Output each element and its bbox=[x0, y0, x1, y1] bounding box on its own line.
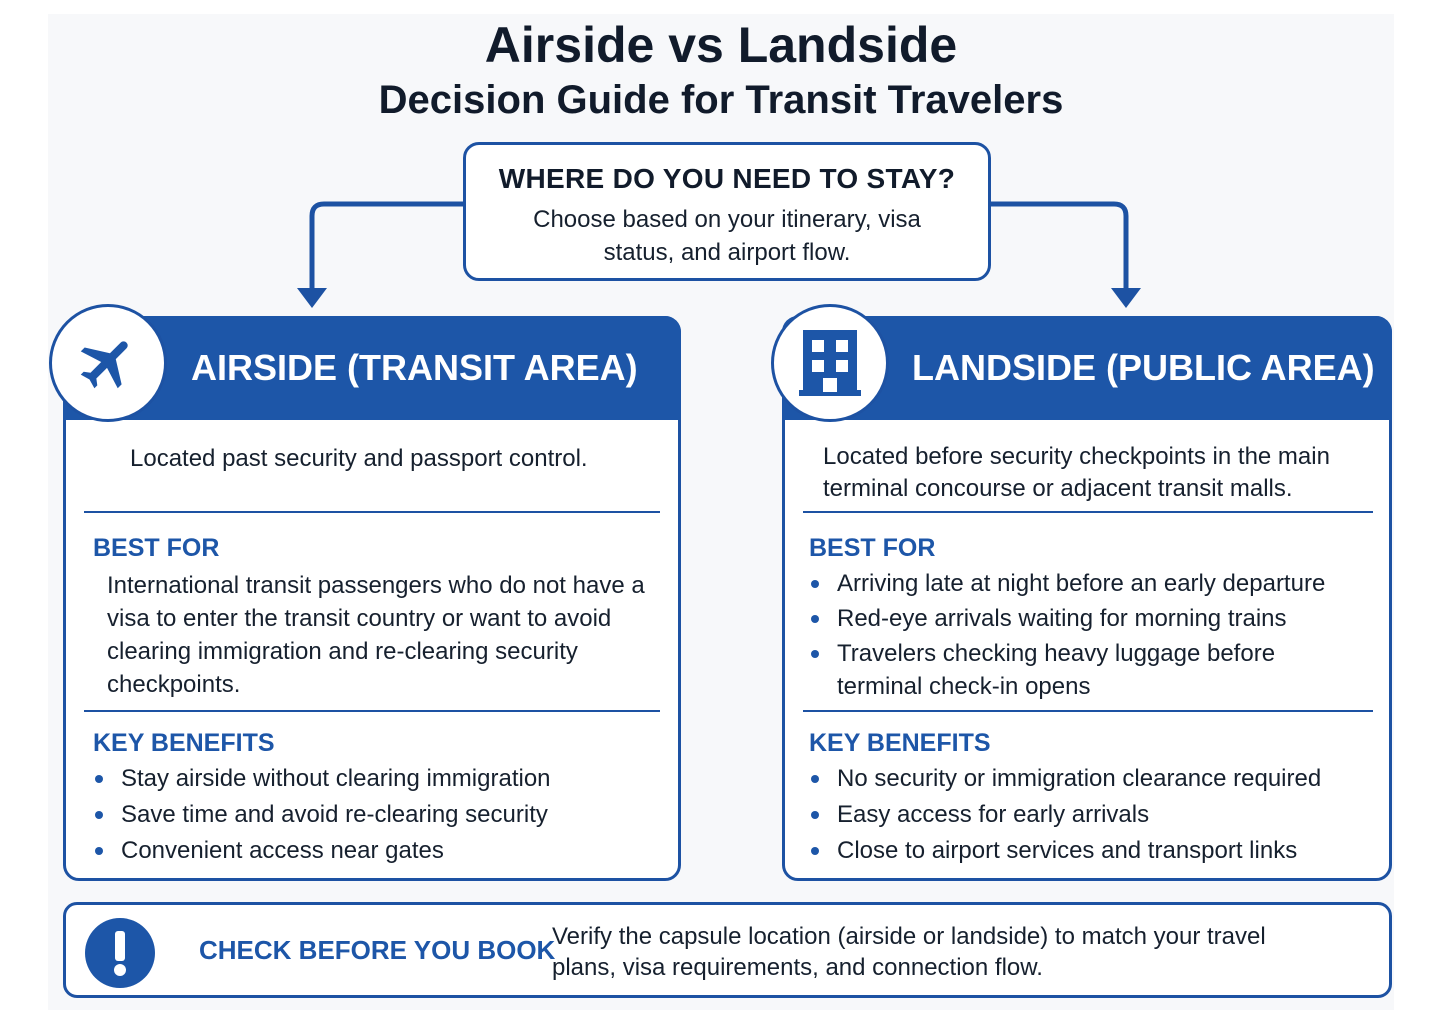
list-item: Red-eye arrivals waiting for morning trains bbox=[809, 602, 1369, 635]
airside-heading: AIRSIDE (TRANSIT AREA) bbox=[63, 316, 681, 420]
question-heading: WHERE DO YOU NEED TO STAY? bbox=[498, 163, 956, 194]
divider bbox=[803, 710, 1373, 712]
landside-description: Located before security checkpoints in the main terminal concourse or adjacent transit malls. bbox=[823, 443, 1330, 502]
airplane-badge bbox=[49, 304, 167, 422]
list-item: Stay airside without clearing immigration bbox=[93, 762, 663, 795]
list-item: Convenient access near gates bbox=[93, 834, 663, 867]
list-item: Travelers checking heavy luggage before terminal check-in opens bbox=[809, 637, 1309, 703]
landside-benefits-title: KEY BENEFITS bbox=[809, 729, 991, 757]
building-icon bbox=[799, 328, 861, 398]
page-title: Airside vs Landside bbox=[484, 17, 958, 73]
landside-best-for-list bbox=[809, 567, 1369, 703]
airside-benefits-title: KEY BENEFITS bbox=[93, 729, 275, 757]
question-box bbox=[463, 142, 991, 281]
page-subtitle: Decision Guide for Transit Travelers bbox=[378, 78, 1064, 122]
list-item: Arriving late at night before an early departure bbox=[809, 567, 1369, 600]
divider bbox=[84, 511, 660, 513]
exclamation-icon bbox=[85, 918, 155, 988]
question-subtext: Choose based on your itinerary, visa status, and airport flow. bbox=[533, 206, 921, 266]
airside-card bbox=[63, 316, 681, 881]
airside-benefits-list bbox=[93, 762, 663, 867]
building-badge bbox=[771, 304, 889, 422]
airside-description: Located past security and passport control. bbox=[130, 445, 588, 472]
notice-banner bbox=[63, 902, 1392, 998]
landside-benefits-list bbox=[809, 762, 1379, 867]
arrow-head-landside bbox=[1111, 288, 1141, 308]
arrow-head-airside bbox=[297, 288, 327, 308]
airside-best-for-title: BEST FOR bbox=[93, 534, 220, 562]
airside-best-for-text: International transit passengers who do not have a visa to enter the transit country or want to avoid clearing immigration and re-clearing security checkpoints. bbox=[107, 572, 645, 698]
notice-title: CHECK BEFORE YOU BOOK bbox=[199, 935, 556, 965]
list-item: Close to airport services and transport links bbox=[809, 834, 1379, 867]
divider bbox=[84, 710, 660, 712]
arrow-to-airside bbox=[312, 204, 463, 292]
arrow-to-landside bbox=[991, 204, 1126, 292]
list-item: No security or immigration clearance required bbox=[809, 762, 1379, 795]
list-item: Easy access for early arrivals bbox=[809, 798, 1379, 831]
landside-heading: LANDSIDE (PUBLIC AREA) bbox=[782, 316, 1392, 420]
notice-text: Verify the capsule location (airside or landside) to match your travel plans, visa requirements, and connection flow. bbox=[552, 923, 1266, 981]
airplane-icon bbox=[75, 330, 141, 396]
list-item: Save time and avoid re-clearing security bbox=[93, 798, 663, 831]
landside-best-for-title: BEST FOR bbox=[809, 534, 936, 562]
divider bbox=[803, 511, 1373, 513]
